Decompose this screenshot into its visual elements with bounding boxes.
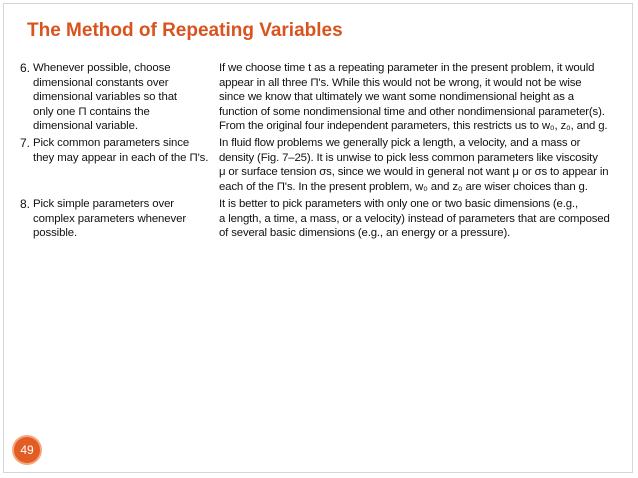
explanation-line: From the original four independent parameters, this restricts us to w₀, z₀, and g. — [219, 120, 608, 133]
guideline-line: dimensional variables so that — [33, 91, 177, 104]
item-number: 8. — [20, 197, 31, 211]
item-guideline — [33, 136, 213, 165]
item-explanation — [219, 136, 621, 194]
explanation-line: function of some nondimensional time and other nondimensional parameter(s). — [219, 105, 605, 118]
explanation-line: μ or surface tension σs, since we would in general not want μ or σs to appear in — [219, 166, 609, 179]
guideline-line: they may appear in each of the Π's. — [33, 151, 209, 164]
explanation-line: If we choose time t as a repeating parameter in the present problem, it would — [219, 62, 595, 74]
explanation-line: It is better to pick parameters with only one or two basic dimensions (e.g., — [219, 198, 578, 210]
explanation-line: density (Fig. 7–25). It is unwise to pick less common parameters like viscosity — [219, 151, 598, 164]
guideline-line: only one Π contains the — [33, 105, 150, 118]
guideline-line: complex parameters whenever — [33, 212, 187, 225]
item-explanation — [219, 197, 621, 241]
explanation-line: of several basic dimensions (e.g., an energy or a pressure). — [219, 227, 511, 240]
explanation-line: since we know that ultimately we want some nondimensional height as a — [219, 91, 574, 104]
item-number: 7. — [20, 136, 31, 150]
guideline-line: dimensional constants over — [33, 76, 169, 89]
explanation-line: In fluid flow problems we generally pick a length, a velocity, and a mass or — [219, 137, 581, 149]
item-guideline — [33, 197, 213, 241]
guideline-line: dimensional variable. — [33, 120, 138, 133]
guideline-line: Pick simple parameters over — [33, 198, 174, 210]
item-number: 6. — [20, 61, 31, 75]
slide-title: The Method of Repeating Variables — [27, 20, 343, 41]
item-guideline — [33, 61, 213, 134]
page-number-badge: 49 — [14, 437, 40, 463]
explanation-line: each of the Π's. In the present problem, w₀ and z₀ are wiser choices than g. — [219, 180, 588, 193]
guideline-line: Whenever possible, choose — [33, 62, 171, 74]
guideline-line: Pick common parameters since — [33, 137, 190, 149]
explanation-line: a length, a time, a mass, or a velocity) instead of parameters that are composed — [219, 212, 610, 225]
item-explanation — [219, 61, 621, 134]
guideline-line: possible. — [33, 227, 78, 240]
explanation-line: appear in all three Π's. While this would not be wrong, it would not be wise — [219, 76, 582, 89]
